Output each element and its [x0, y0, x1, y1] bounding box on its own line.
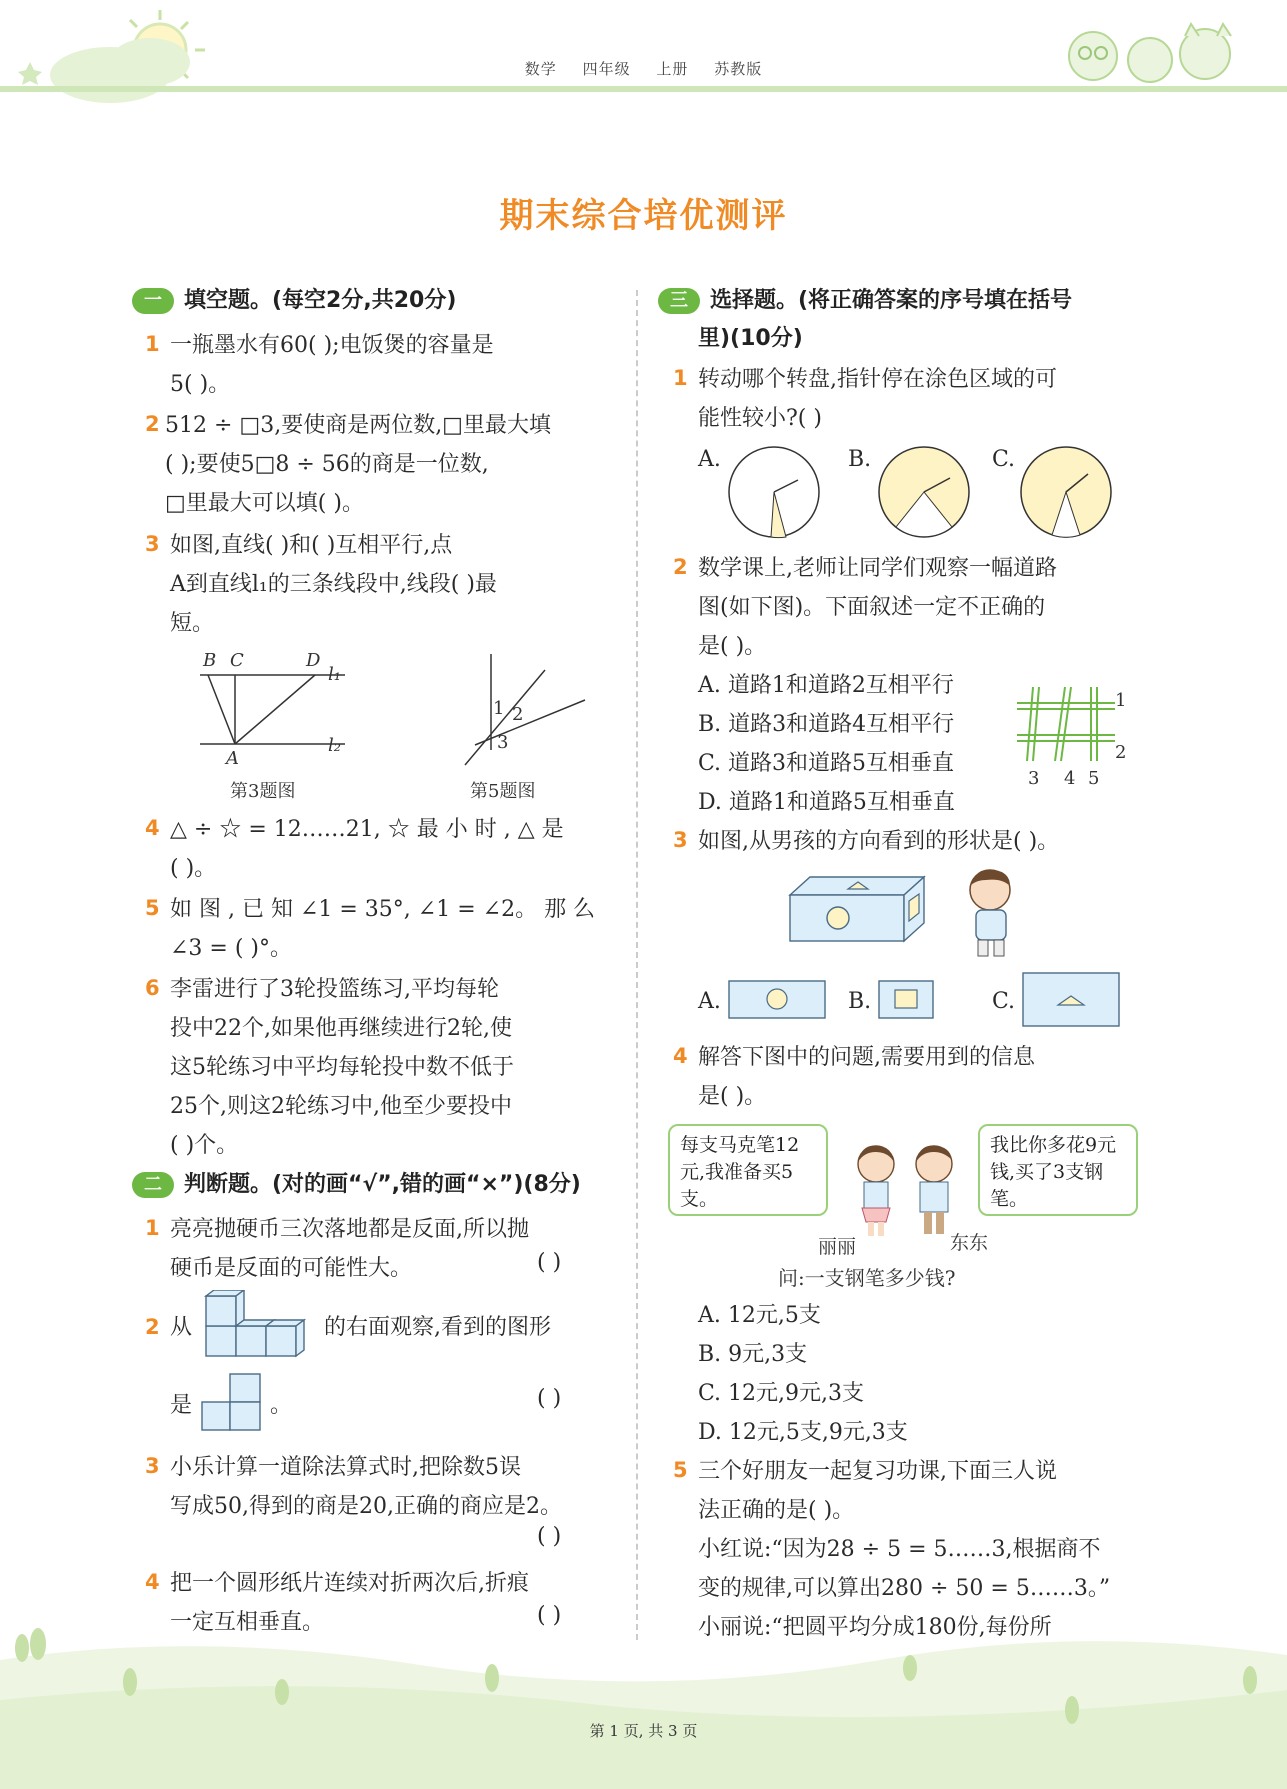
page-footer: 第 1 页, 共 3 页	[589, 1722, 698, 1740]
section-badge: 二	[132, 1172, 174, 1198]
road-label-4: 4	[1064, 768, 1076, 789]
header-edition: 苏教版	[714, 60, 763, 78]
name-dongdong: 东东	[950, 1232, 989, 1254]
line: △ ÷ ☆ = 12……21, ☆ 最 小 时 , △ 是	[170, 817, 564, 842]
question-number: 3	[145, 1454, 160, 1478]
option-b-label: B.	[848, 989, 872, 1014]
question-number: 3	[145, 532, 160, 556]
speech-bubble-dongdong: 我比你多花9元钱,买了3支钢笔。	[978, 1124, 1138, 1216]
line: 投中22个,如果他再继续进行2轮,使	[170, 1016, 512, 1041]
option-a-shape[interactable]	[728, 980, 826, 1020]
line: 硬币是反面的可能性大。	[170, 1256, 413, 1281]
option-c-label: C.	[992, 447, 1016, 472]
line: 是( )。	[698, 634, 767, 659]
line: 一瓶墨水有60( );电饭煲的容量是	[170, 333, 494, 358]
name-lili: 丽丽	[818, 1236, 857, 1258]
question-number: 1	[145, 1216, 160, 1240]
box-figure	[788, 875, 928, 945]
question-number: 1	[673, 366, 688, 390]
question-number: 5	[145, 896, 160, 920]
question-number: 2	[673, 555, 688, 579]
choice-question-3	[698, 822, 1148, 861]
question-number: 4	[145, 1570, 160, 1594]
option-c[interactable]: C. 12元,9元,3支	[698, 1381, 865, 1406]
answer-blank[interactable]: ( )	[537, 1524, 562, 1549]
speech-bubble-lili: 每支马克笔12元,我准备买5支。	[668, 1124, 828, 1216]
fill-question-5	[170, 890, 625, 968]
column-divider	[636, 290, 638, 1640]
section-label: 选择题。(将正确答案的序号填在括号	[710, 288, 1073, 313]
children-illustration	[848, 1140, 968, 1240]
label-D: D	[306, 650, 321, 671]
section-label-cont: 里)(10分)	[698, 326, 803, 351]
road-label-5: 5	[1088, 768, 1100, 789]
line: 三个好朋友一起复习功课,下面三人说	[698, 1459, 1057, 1484]
option-c-shape[interactable]	[1022, 972, 1120, 1028]
fill-question-4	[170, 810, 625, 888]
line: 写成50,得到的商是20,正确的商应是2。	[170, 1494, 562, 1519]
judge-q2-prefix: 从	[170, 1315, 193, 1340]
section-label: 判断题。(对的画“√”,错的画“×”)(8分)	[184, 1172, 581, 1197]
question-number: 2	[145, 1315, 160, 1339]
option-a-label: A.	[698, 447, 721, 472]
question-number: 2	[145, 412, 160, 436]
option-b-label: B.	[848, 447, 872, 472]
line: 变的规律,可以算出280 ÷ 50 = 5……3。”	[698, 1576, 1111, 1601]
option-b[interactable]: B. 9元,3支	[698, 1342, 808, 1367]
section-fill-in	[132, 282, 456, 320]
section-badge: 一	[132, 288, 174, 314]
road-label-3: 3	[1028, 768, 1040, 789]
label-l1: l₁	[328, 664, 341, 685]
option-d[interactable]: D. 道路1和道路5互相垂直	[698, 790, 955, 815]
label-C: C	[230, 650, 244, 671]
line: 小红说:“因为28 ÷ 5 = 5……3,根据商不	[698, 1537, 1101, 1562]
option-c[interactable]: C. 道路3和道路5互相垂直	[698, 751, 955, 776]
choice-question-4	[698, 1038, 1148, 1116]
judge-question-1	[170, 1210, 625, 1288]
road-label-2: 2	[1115, 742, 1127, 763]
road-map-figure	[1015, 683, 1125, 765]
section-badge: 三	[658, 288, 700, 314]
line: 是( )。	[698, 1084, 767, 1109]
choice-question-5	[698, 1452, 1158, 1647]
line: 解答下图中的问题,需要用到的信息	[698, 1045, 1035, 1070]
option-b-shape[interactable]	[878, 980, 934, 1020]
figure-3-caption: 第3题图	[230, 781, 296, 802]
line: ( )个。	[170, 1133, 239, 1158]
option-a[interactable]: A. 道路1和道路2互相平行	[698, 673, 954, 698]
line: 李雷进行了3轮投篮练习,平均每轮	[170, 977, 499, 1002]
line: 512 ÷ □3,要使商是两位数,□里最大填	[165, 413, 551, 438]
label-l2: l₂	[328, 735, 341, 756]
question-number: 4	[673, 1044, 688, 1068]
question-number: 3	[673, 828, 688, 852]
line: 5( )。	[170, 372, 231, 397]
angle-3-label: 3	[497, 732, 509, 753]
question-number: 6	[145, 976, 160, 1000]
angle-2-label: 2	[512, 704, 524, 725]
figure-5-angles	[455, 650, 595, 770]
judge-question-3	[170, 1448, 630, 1526]
option-a-label: A.	[698, 989, 721, 1014]
line: ∠3 = ( )°。	[170, 936, 293, 961]
line: 如 图 , 已 知 ∠1 = 35°, ∠1 = ∠2。 那 么	[170, 897, 596, 922]
line: A到直线l₁的三条线段中,线段( )最	[170, 572, 497, 597]
section-multiple-choice	[658, 282, 1138, 358]
page-title: 期末综合培优测评	[499, 196, 788, 236]
fill-question-6	[170, 970, 625, 1165]
line: □里最大可以填( )。	[165, 491, 364, 516]
option-c-label: C.	[992, 989, 1016, 1014]
line: 这5轮练习中平均每轮投中数不低于	[170, 1055, 514, 1080]
fill-question-3	[170, 526, 625, 643]
line: 小丽说:“把圆平均分成180份,每份所	[698, 1615, 1052, 1640]
judge-q2-end: 。	[270, 1393, 293, 1418]
option-b[interactable]: B. 道路3和道路4互相平行	[698, 712, 955, 737]
line: 短。	[170, 611, 215, 636]
line: 25个,则这2轮练习中,他至少要投中	[170, 1094, 512, 1119]
line: 数学课上,老师让同学们观察一幅道路	[698, 556, 1057, 581]
line: ( )。	[170, 856, 217, 881]
judge-q2-line2: 是	[170, 1393, 193, 1418]
line: 把一个圆形纸片连续对折两次后,折痕	[170, 1571, 529, 1596]
label-B: B	[203, 650, 217, 671]
line: 能性较小?( )	[698, 406, 822, 431]
question-number: 4	[145, 816, 160, 840]
question-number: 5	[673, 1458, 688, 1482]
answer-blank[interactable]: ( )	[537, 1603, 562, 1628]
question-number: 1	[145, 332, 160, 356]
road-label-1: 1	[1115, 690, 1127, 711]
section-label: 填空题。(每空2分,共20分)	[184, 288, 457, 313]
cube-stack-figure	[204, 1290, 316, 1360]
line: 如图,直线( )和( )互相平行,点	[170, 533, 453, 558]
angle-1-label: 1	[493, 698, 505, 719]
header-meta	[0, 58, 1287, 79]
line: ( );要使5□8 ÷ 56的商是一位数,	[165, 452, 489, 477]
line: 如图,从男孩的方向看到的形状是( )。	[698, 829, 1060, 854]
boy-illustration	[958, 866, 1018, 961]
fill-question-1	[170, 326, 620, 404]
line: 小乐计算一道除法算式时,把除数5误	[170, 1455, 521, 1480]
header-grade: 四年级	[582, 60, 631, 78]
label-A: A	[226, 748, 239, 769]
option-d[interactable]: D. 12元,5支,9元,3支	[698, 1420, 908, 1445]
fill-question-2	[165, 406, 625, 523]
header-band	[0, 86, 1287, 92]
answer-blank[interactable]: ( )	[537, 1386, 562, 1411]
header-volume: 上册	[656, 60, 689, 78]
line: 转动哪个转盘,指针停在涂色区域的可	[698, 367, 1057, 392]
header-subject: 数学	[524, 60, 557, 78]
line: 法正确的是( )。	[698, 1498, 855, 1523]
spinner-a[interactable]	[726, 444, 822, 540]
answer-blank[interactable]: ( )	[537, 1250, 562, 1275]
question-prompt: 问:一支钢笔多少钱?	[778, 1266, 956, 1290]
choice-question-1	[698, 360, 1148, 438]
footer-landscape	[0, 1620, 1287, 1789]
line: 图(如下图)。下面叙述一定不正确的	[698, 595, 1046, 620]
option-a[interactable]: A. 12元,5支	[698, 1303, 821, 1328]
judge-q2-line1: 的右面观察,看到的图形	[324, 1315, 551, 1340]
right-view-figure	[200, 1372, 266, 1434]
figure-5-caption: 第5题图	[470, 781, 536, 802]
choice-question-2	[698, 549, 1148, 666]
line: 一定互相垂直。	[170, 1610, 325, 1635]
section-true-false	[132, 1166, 581, 1204]
line: 亮亮抛硬币三次落地都是反面,所以抛	[170, 1217, 529, 1242]
spinner-b[interactable]	[876, 444, 972, 540]
spinner-c[interactable]	[1018, 444, 1114, 540]
